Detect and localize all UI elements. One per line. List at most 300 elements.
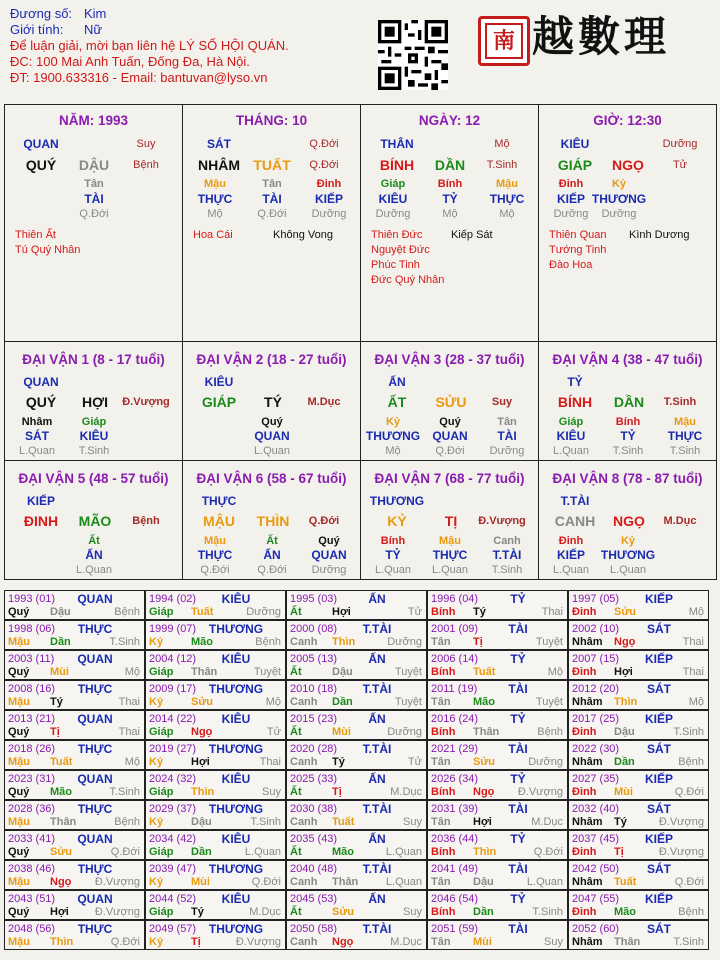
year-cell[interactable]	[4, 740, 145, 770]
year-stem: Canh	[290, 636, 318, 648]
dai-van-phase: Đ.Vượng	[122, 396, 170, 408]
hidden-stem: Bính	[437, 178, 463, 190]
hidden-stem-phase: Dưỡng	[311, 208, 347, 220]
year-stem: Giáp	[149, 846, 174, 858]
year-cell[interactable]	[4, 710, 145, 740]
dai-van-hidden-stem: Đinh	[558, 535, 584, 547]
year-stem: Nhâm	[572, 876, 603, 888]
dai-van-cell	[360, 341, 539, 461]
year-cell[interactable]	[145, 710, 286, 740]
hidden-stem: Mậu	[496, 178, 518, 190]
year-phase: Đ.Vượng	[517, 786, 563, 798]
year-god: SÁT	[647, 622, 671, 636]
dai-van-hidden-stem: Ất	[88, 535, 100, 547]
gender-line: Giới tính: Nữ	[10, 22, 103, 37]
year-cell[interactable]	[145, 680, 286, 710]
year-branch: Hợi	[332, 606, 351, 618]
year-phase: Suy	[544, 936, 563, 948]
year-god: TÀI	[508, 862, 528, 876]
dai-van-stem: MẬU	[203, 513, 235, 529]
pillar-title: THÁNG: 10	[235, 113, 308, 128]
year-stem: Nhâm	[572, 756, 603, 768]
year-phase: T.Sinh	[109, 636, 140, 648]
year-label: 2027 (35)	[572, 773, 620, 785]
year-stem: Kỷ	[149, 816, 164, 828]
year-cell[interactable]	[286, 860, 427, 890]
address-line: ĐC: 100 Mai Anh Tuấn, Đống Đa, Hà Nội.	[10, 54, 250, 69]
dai-van-title: ĐẠI VẬN 1 (8 - 17 tuổi)	[22, 352, 165, 367]
dai-van-hidden-god: T.TÀI	[492, 548, 522, 562]
year-stem: Giáp	[149, 666, 174, 678]
year-branch: Dậu	[191, 816, 212, 828]
year-stem: Nhâm	[572, 816, 603, 828]
year-cell[interactable]	[568, 830, 709, 860]
phone-email-line[interactable]: ĐT: 1900.633316 - Email: bantuvan@lyso.vn	[10, 70, 268, 85]
year-stem: Kỷ	[149, 936, 164, 948]
year-branch: Tị	[50, 726, 60, 738]
year-label: 2043 (51)	[8, 893, 56, 905]
year-branch: Tị	[332, 786, 342, 798]
year-god: T.TÀI	[362, 742, 392, 756]
year-branch: Thân	[191, 666, 218, 678]
year-phase: Đ.Vượng	[235, 936, 281, 948]
year-branch: Sửu	[332, 906, 355, 918]
year-stem: Đinh	[572, 786, 597, 798]
dai-van-hidden-stem: Quý	[318, 535, 340, 547]
year-god: TÀI	[508, 802, 528, 816]
year-god: KIÊU	[221, 832, 251, 846]
year-cell[interactable]	[427, 590, 568, 620]
dai-van-hidden-stem: Quý	[261, 416, 283, 428]
year-branch: Hợi	[50, 906, 69, 918]
dai-van-god: TỶ	[567, 375, 583, 389]
dai-van-hidden-phase: L.Quan	[431, 564, 469, 576]
dai-van-stem: CANH	[554, 513, 596, 529]
year-cell[interactable]	[568, 740, 709, 770]
owner-line: Đương số: Kim	[10, 6, 107, 21]
dai-van-hidden-phase: Dưỡng	[311, 564, 347, 576]
year-label: 2038 (46)	[8, 863, 56, 875]
year-god: KIẾP	[644, 592, 673, 606]
year-cell[interactable]	[145, 890, 286, 920]
dai-van-god: ẤN	[388, 375, 406, 389]
year-cell[interactable]	[286, 680, 427, 710]
year-god: THỰC	[77, 742, 113, 756]
pillar-stem-god: SÁT	[207, 137, 231, 151]
year-phase: Tử	[407, 756, 422, 768]
year-god: THƯƠNG	[208, 922, 264, 936]
year-cell[interactable]	[568, 860, 709, 890]
year-cell[interactable]	[4, 890, 145, 920]
year-god: KIẾP	[644, 772, 673, 786]
dai-van-title: ĐẠI VẬN 5 (48 - 57 tuổi)	[18, 471, 169, 486]
year-cell[interactable]	[427, 680, 568, 710]
year-cell[interactable]	[4, 770, 145, 800]
year-branch: Sửu	[614, 606, 637, 618]
pillar-stem-phase: Q.Đới	[309, 138, 339, 150]
hidden-stem-god: KIẾP	[314, 192, 343, 206]
year-god: TÀI	[508, 922, 528, 936]
dai-van-hidden-stem: Giáp	[558, 416, 584, 428]
year-cell[interactable]	[286, 710, 427, 740]
year-god: THƯƠNG	[208, 742, 264, 756]
star-note-right: Kiếp Sát	[451, 229, 493, 241]
year-branch: Dậu	[50, 606, 71, 618]
year-cell[interactable]	[286, 770, 427, 800]
year-cell[interactable]	[4, 860, 145, 890]
year-god: SÁT	[647, 682, 671, 696]
year-branch: Hợi	[614, 666, 633, 678]
year-stem: Nhâm	[572, 636, 603, 648]
year-phase: Q.Đới	[110, 846, 140, 858]
dai-van-god: THƯƠNG	[369, 494, 425, 508]
dai-van-hidden-stem: Nhâm	[21, 416, 53, 428]
dai-van-hidden-stem: Mậu	[674, 416, 696, 428]
year-cell[interactable]	[4, 680, 145, 710]
dai-van-hidden-god: ẤN	[85, 548, 103, 562]
year-cell[interactable]	[145, 860, 286, 890]
year-phase: L.Quan	[244, 846, 281, 858]
year-phase: M.Dục	[390, 786, 422, 798]
qr-code-icon[interactable]	[378, 20, 448, 90]
year-god: QUAN	[77, 592, 113, 606]
year-cell[interactable]	[145, 740, 286, 770]
year-phase: L.Quan	[385, 876, 422, 888]
hidden-stem-phase: Mộ	[207, 208, 223, 220]
star-note: Tướng Tinh	[549, 244, 607, 256]
year-label: 2032 (40)	[572, 803, 620, 815]
dai-van-hidden-god: QUAN	[432, 429, 468, 443]
hidden-stem-phase: Q.Đới	[257, 208, 287, 220]
dai-van-stem: ĐINH	[23, 513, 59, 529]
year-stem: Quý	[8, 606, 30, 618]
dai-van-hidden-phase: T.Sinh	[491, 564, 523, 576]
dai-van-hidden-god: THƯƠNG	[600, 548, 656, 562]
year-phase: Mộ	[124, 666, 140, 678]
year-branch: Tý	[50, 696, 63, 708]
year-branch: Mùi	[614, 786, 633, 798]
year-branch: Thìn	[614, 696, 638, 708]
year-phase: Bệnh	[255, 636, 281, 648]
pillar-stem-phase: Mộ	[494, 138, 510, 150]
pillar-stem-phase: Suy	[136, 138, 156, 150]
year-stem: Mậu	[8, 636, 30, 648]
header-info	[10, 6, 370, 86]
star-note: Thiên Ất	[15, 229, 56, 241]
year-branch: Sửu	[191, 696, 214, 708]
hidden-stem-phase: Dưỡng	[375, 208, 411, 220]
year-label: 2009 (17)	[149, 683, 197, 695]
year-phase: Tuyệt	[535, 696, 563, 708]
year-stem: Nhâm	[572, 936, 603, 948]
year-god: TÀI	[508, 682, 528, 696]
pillar-heavenly-stem: GIÁP	[557, 157, 593, 173]
year-cell[interactable]	[145, 800, 286, 830]
dai-van-hidden-stem: Quý	[439, 416, 461, 428]
year-phase: Dưỡng	[246, 606, 281, 618]
year-cell[interactable]	[286, 590, 427, 620]
year-phase: Đ.Vượng	[658, 846, 704, 858]
year-cell[interactable]	[568, 590, 709, 620]
year-god: THƯƠNG	[208, 862, 264, 876]
year-phase: Q.Đới	[251, 876, 281, 888]
dai-van-hidden-god: KIẾP	[556, 548, 585, 562]
dai-van-hidden-phase: Q.Đới	[435, 445, 465, 457]
year-god: ẤN	[368, 712, 386, 726]
year-god: THỰC	[77, 862, 113, 876]
hidden-stem: Giáp	[380, 178, 406, 190]
hidden-stem-phase: Dưỡng	[553, 208, 589, 220]
year-cell[interactable]	[286, 800, 427, 830]
pillar-branch-phase: Tử	[672, 159, 688, 171]
pillar-stem-god: QUAN	[23, 137, 59, 151]
dai-van-phase: T.Sinh	[663, 396, 697, 408]
year-label: 2012 (20)	[572, 683, 620, 695]
year-god: ẤN	[368, 832, 386, 846]
year-cell[interactable]	[568, 620, 709, 650]
year-stem: Quý	[8, 786, 30, 798]
year-god: T.TÀI	[362, 802, 392, 816]
year-stem: Bính	[431, 846, 456, 858]
pillar-title: NGÀY: 12	[418, 113, 481, 128]
year-cell[interactable]	[4, 830, 145, 860]
year-cell[interactable]	[145, 920, 286, 950]
year-cell[interactable]	[427, 800, 568, 830]
dai-van-hidden-stem: Kỷ	[620, 535, 636, 547]
year-cell[interactable]	[145, 770, 286, 800]
year-branch: Tị	[191, 936, 201, 948]
year-cell[interactable]	[568, 920, 709, 950]
year-cell[interactable]	[4, 650, 145, 680]
year-cell[interactable]	[568, 680, 709, 710]
hidden-stem-god: TÀI	[84, 192, 104, 206]
year-label: 2002 (10)	[572, 623, 620, 635]
year-stem: Ất	[290, 846, 302, 858]
year-stem: Kỷ	[149, 756, 164, 768]
year-god: THƯƠNG	[208, 682, 264, 696]
year-stem: Quý	[8, 906, 30, 918]
year-cell[interactable]	[568, 710, 709, 740]
year-cell[interactable]	[4, 590, 145, 620]
year-god: QUAN	[77, 712, 113, 726]
dai-van-hidden-phase: Q.Đới	[257, 564, 287, 576]
star-note: Phúc Tinh	[371, 259, 420, 271]
year-cell[interactable]	[427, 920, 568, 950]
year-god: TỶ	[510, 832, 526, 846]
dai-van-hidden-god: TÀI	[497, 429, 517, 443]
dai-van-cell	[538, 460, 717, 580]
year-phase: Bệnh	[114, 816, 140, 828]
year-label: 2037 (45)	[572, 833, 620, 845]
year-phase: Bệnh	[678, 756, 704, 768]
year-cell[interactable]	[427, 740, 568, 770]
year-cell[interactable]	[427, 830, 568, 860]
year-phase: Đ.Vượng	[94, 876, 140, 888]
year-label: 2017 (25)	[572, 713, 620, 725]
dai-van-title: ĐẠI VẬN 6 (58 - 67 tuổi)	[196, 471, 347, 486]
year-god: T.TÀI	[362, 622, 392, 636]
year-label: 2048 (56)	[8, 923, 56, 935]
year-label: 2046 (54)	[431, 893, 479, 905]
year-branch: Thân	[473, 726, 500, 738]
pillar-earthly-branch: DẦN	[434, 157, 466, 173]
dai-van-hidden-god: QUAN	[254, 429, 290, 443]
year-label: 2014 (22)	[149, 713, 197, 725]
pillar-cell	[538, 104, 717, 342]
year-label: 2051 (59)	[431, 923, 479, 935]
dai-van-hidden-god: ẤN	[263, 548, 281, 562]
year-label: 2005 (13)	[290, 653, 338, 665]
hidden-stem-god: TÀI	[262, 192, 282, 206]
year-stem: Bính	[431, 726, 456, 738]
year-label: 2050 (58)	[290, 923, 338, 935]
year-god: T.TÀI	[362, 862, 392, 876]
year-god: TÀI	[508, 622, 528, 636]
year-cell[interactable]	[427, 860, 568, 890]
year-phase: Tuyệt	[394, 696, 422, 708]
dai-van-stem: KỶ	[387, 513, 407, 529]
year-phase: M.Dục	[249, 906, 281, 918]
year-god: THỰC	[77, 802, 113, 816]
seal-stamp	[478, 16, 530, 66]
year-cell[interactable]	[427, 620, 568, 650]
year-branch: Tý	[473, 606, 486, 618]
year-god: ẤN	[368, 592, 386, 606]
year-phase: T.Sinh	[673, 726, 704, 738]
pillar-earthly-branch: TUẤT	[253, 157, 291, 173]
dai-van-hidden-phase: L.Quan	[253, 445, 291, 457]
year-label: 2028 (36)	[8, 803, 56, 815]
star-note-right: Kình Dương	[629, 229, 690, 241]
year-cell[interactable]	[286, 830, 427, 860]
year-cell[interactable]	[427, 770, 568, 800]
year-stem: Canh	[290, 816, 318, 828]
year-cell[interactable]	[568, 650, 709, 680]
year-phase: M.Dục	[531, 816, 563, 828]
year-god: THỰC	[77, 922, 113, 936]
pillar-heavenly-stem: NHÂM	[198, 157, 240, 173]
year-cell[interactable]	[286, 620, 427, 650]
year-branch: Mão	[50, 786, 72, 798]
year-cell[interactable]	[427, 890, 568, 920]
year-cell[interactable]	[286, 650, 427, 680]
pillar-branch-phase: T.Sinh	[486, 159, 518, 171]
dai-van-god: KIẾP	[26, 494, 55, 508]
year-god: TỶ	[510, 712, 526, 726]
year-cell[interactable]	[4, 800, 145, 830]
year-phase: Thai	[682, 666, 704, 678]
year-stem: Nhâm	[572, 696, 603, 708]
hidden-stem-god: KIÊU	[378, 192, 408, 206]
dai-van-hidden-god: TỶ	[385, 548, 401, 562]
year-cell[interactable]	[286, 740, 427, 770]
dai-van-hidden-phase: T.Sinh	[669, 445, 701, 457]
year-cell[interactable]	[145, 830, 286, 860]
year-label: 2008 (16)	[8, 683, 56, 695]
year-phase: Mộ	[265, 696, 281, 708]
dai-van-branch: SỬU	[435, 394, 467, 410]
hidden-stem-god: THỰC	[197, 192, 233, 206]
year-phase: T.Sinh	[109, 786, 140, 798]
year-cell[interactable]	[145, 590, 286, 620]
dai-van-hidden-god: KIÊU	[79, 429, 109, 443]
dai-van-phase: M.Dục	[663, 515, 697, 527]
year-branch: Tý	[332, 756, 345, 768]
dai-van-title: ĐẠI VẬN 3 (28 - 37 tuổi)	[374, 352, 525, 367]
year-branch: Tý	[614, 816, 627, 828]
year-god: T.TÀI	[362, 922, 392, 936]
dai-van-god: T.TÀI	[560, 494, 590, 508]
year-label: 1997 (05)	[572, 593, 620, 605]
year-cell[interactable]	[145, 620, 286, 650]
dai-van-hidden-phase: L.Quan	[18, 445, 56, 457]
year-branch: Dậu	[614, 726, 635, 738]
year-label: 2001 (09)	[431, 623, 479, 635]
year-cell[interactable]	[4, 920, 145, 950]
year-god: QUAN	[77, 652, 113, 666]
year-label: 2013 (21)	[8, 713, 56, 725]
year-branch: Ngọ	[332, 936, 354, 948]
year-stem: Quý	[8, 666, 30, 678]
year-label: 2006 (14)	[431, 653, 479, 665]
year-branch: Ngọ	[614, 636, 636, 648]
year-branch: Sửu	[473, 756, 496, 768]
year-label: 2007 (15)	[572, 653, 620, 665]
year-cell[interactable]	[568, 770, 709, 800]
year-label: 2024 (32)	[149, 773, 197, 785]
dai-van-hidden-phase: L.Quan	[75, 564, 113, 576]
year-phase: Thai	[118, 696, 140, 708]
dai-van-hidden-stem: Kỷ	[385, 416, 401, 428]
dai-van-hidden-stem: Mậu	[204, 535, 226, 547]
year-cell[interactable]	[286, 890, 427, 920]
year-label: 2010 (18)	[290, 683, 338, 695]
year-branch: Dậu	[473, 876, 494, 888]
year-cell[interactable]	[427, 650, 568, 680]
dai-van-hidden-stem: Giáp	[81, 416, 107, 428]
pillar-earthly-branch: DẬU	[78, 157, 110, 173]
dai-van-title: ĐẠI VẬN 4 (38 - 47 tuổi)	[552, 352, 703, 367]
year-cell[interactable]	[568, 890, 709, 920]
year-label: 2044 (52)	[149, 893, 197, 905]
year-phase: Q.Đới	[674, 876, 704, 888]
year-stem: Ất	[290, 666, 302, 678]
year-phase: Dưỡng	[387, 636, 422, 648]
year-god: ẤN	[368, 892, 386, 906]
year-cell[interactable]	[568, 800, 709, 830]
year-cell[interactable]	[4, 620, 145, 650]
year-god: KIẾP	[644, 832, 673, 846]
year-phase: Q.Đới	[533, 846, 563, 858]
year-phase: Mộ	[688, 696, 704, 708]
year-cell[interactable]	[286, 920, 427, 950]
year-cell[interactable]	[427, 710, 568, 740]
dai-van-hidden-god: THƯƠNG	[365, 429, 421, 443]
year-stem: Kỷ	[149, 696, 164, 708]
year-stem: Quý	[8, 846, 30, 858]
year-phase: Bệnh	[678, 906, 704, 918]
year-branch: Mão	[473, 696, 495, 708]
year-label: 1998 (06)	[8, 623, 56, 635]
year-label: 2034 (42)	[149, 833, 197, 845]
year-cell[interactable]	[145, 650, 286, 680]
dai-van-hidden-phase: L.Quan	[552, 564, 590, 576]
pillar-earthly-branch: NGỌ	[612, 157, 644, 173]
year-phase: Suy	[262, 786, 281, 798]
year-label: 2026 (34)	[431, 773, 479, 785]
year-phase: Q.Đới	[110, 936, 140, 948]
year-branch: Mùi	[332, 726, 351, 738]
